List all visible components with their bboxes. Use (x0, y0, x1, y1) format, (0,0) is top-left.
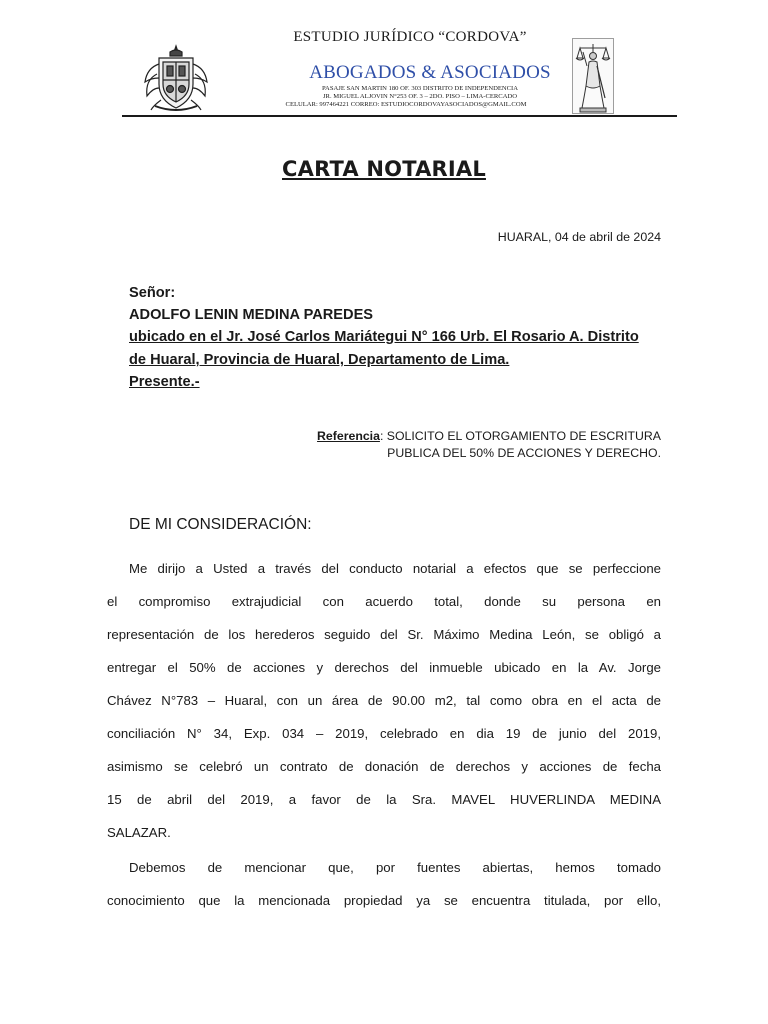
paragraph-line: asimismo se celebró un contrato de donación de derechos y acciones de fecha (107, 759, 661, 774)
firm-address-line-1: PASAJE SAN MARTIN 180 OF. 303 DISTRITO DE INDEPENDENCIA (322, 85, 518, 92)
paragraph-line: 15 de abril del 2019, a favor de la Sra. MAVEL HUVERLINDA MEDINA (107, 792, 661, 807)
greeting: DE MI CONSIDERACIÓN: (129, 516, 312, 533)
paragraph-line: representación de los herederos seguido del Sr. Máximo Medina León, se obligó a (107, 627, 661, 642)
paragraph-line: SALAZAR. (107, 825, 171, 840)
document-date: HUARAL, 04 de abril de 2024 (497, 230, 661, 244)
reference-line-2: PUBLICA DEL 50% DE ACCIONES Y DERECHO. (387, 446, 661, 460)
recipient-address-line-1: ubicado en el Jr. José Carlos Mariátegui N° 166 Urb. El Rosario A. Distrito (129, 329, 639, 345)
firm-address-line-2: JR. MIGUEL ALJOVIN N°253 OF. 3 – 2DO. PISO – LIMA-CERCADO (322, 93, 517, 100)
paragraph-line: entregar el 50% de acciones y derechos del inmueble ubicado en la Av. Jorge (107, 660, 661, 675)
paragraph-line: conocimiento que la mencionada propiedad ya se encuentra titulada, por ello, (107, 893, 661, 908)
coat-of-arms-icon (141, 44, 211, 112)
paragraph-line: conciliación N° 34, Exp. 034 – 2019, celebrado en dia 19 de junio del 2019, (107, 726, 661, 741)
firm-subtitle: ABOGADOS & ASOCIADOS (309, 62, 551, 83)
reference-line-1 (317, 429, 661, 443)
lady-justice-icon (572, 38, 614, 114)
paragraph-line: Debemos de mencionar que, por fuentes abiertas, hemos tomado (129, 860, 661, 875)
letterhead-divider (122, 115, 677, 117)
recipient-name: ADOLFO LENIN MEDINA PAREDES (129, 307, 374, 323)
reference-text-1: : SOLICITO EL OTORGAMIENTO DE ESCRITURA (379, 429, 661, 443)
paragraph-line: Me dirijo a Usted a través del conducto notarial a efectos que se perfeccione (129, 561, 661, 576)
recipient-salutation: Señor: (129, 285, 176, 301)
paragraph-line: Chávez N°783 – Huaral, con un área de 90.00 m2, tal como obra en el acta de (107, 693, 661, 708)
document-title: CARTA NOTARIAL (282, 157, 486, 181)
firm-name: ESTUDIO JURÍDICO “CORDOVA” (293, 29, 527, 45)
paragraph-line: el compromiso extrajudicial con acuerdo total, donde su persona en (107, 594, 661, 609)
recipient-presente: Presente.- (129, 374, 200, 390)
recipient-address-line-2: de Huaral, Provincia de Huaral, Departamento de Lima. (129, 352, 510, 368)
firm-contact-line: CELULAR: 997464221 CORREO: ESTUDIOCORDOVAYASOCIADOS@GMAIL.COM (285, 101, 527, 108)
reference-label: Referencia (317, 429, 380, 443)
